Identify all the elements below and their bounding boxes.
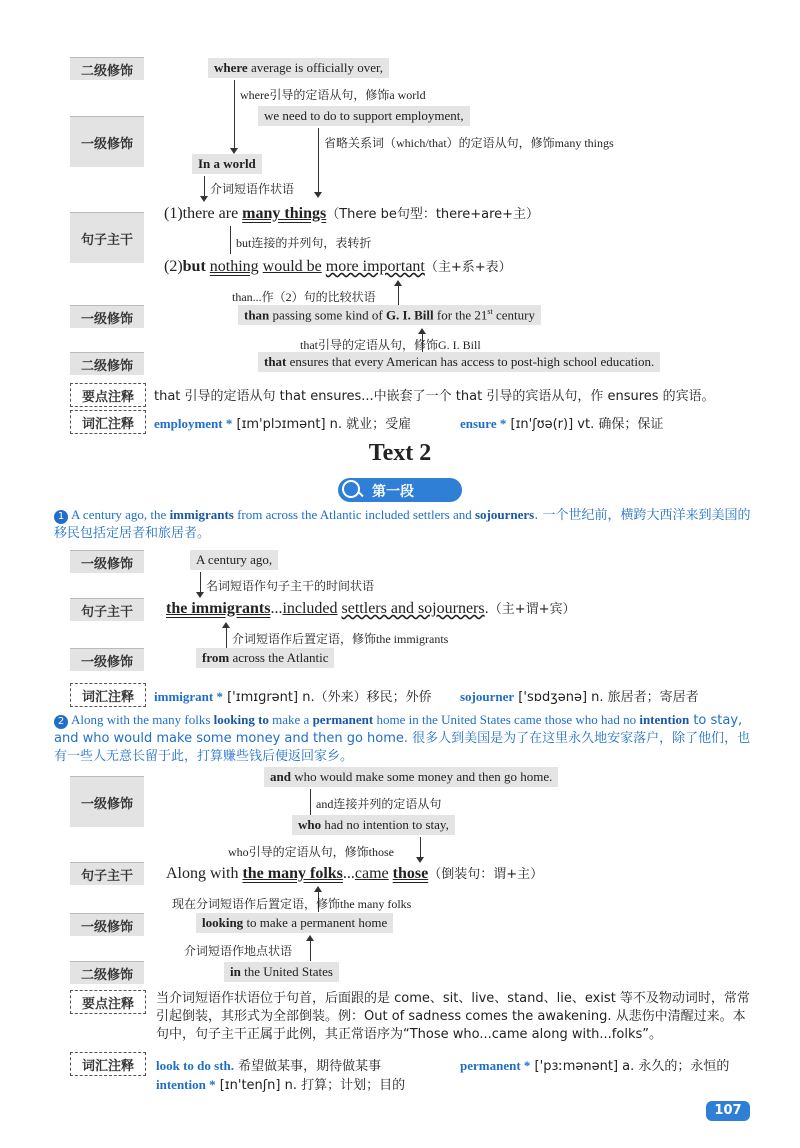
label-first-modifier: 一级修饰 bbox=[70, 776, 144, 827]
label-first-modifier: 一级修饰 bbox=[70, 305, 144, 328]
sentence-1: 1 A century ago, the immigrants from across the Atlantic included settlers and sojourners. 一个世纪前，横跨大西洋来到美国的移民包括定居者和旅居者。 bbox=[54, 507, 751, 541]
arrow-down-icon bbox=[200, 196, 208, 202]
label-key-note: 要点注释 bbox=[70, 383, 146, 407]
sentence-2: 2 Along with the many folks looking to make a permanent home in the United States came those who had no intention to stay, and who would make some money and then go home. 很多人到美国是为了在这里永久地安家落户，除了他们，也有一些人无意长留于此，打算赚些钱后便返回家乡。 bbox=[54, 712, 751, 764]
connector-line bbox=[234, 80, 235, 148]
label-vocab-note: 词汇注释 bbox=[70, 410, 146, 434]
paragraph-badge bbox=[338, 478, 462, 502]
note-where: where引导的定语从句，修饰a world bbox=[240, 88, 426, 102]
connector-line bbox=[310, 941, 311, 961]
label-second-modifier: 二级修饰 bbox=[70, 961, 144, 984]
main-sentence: the immigrants...included settlers and sojourners.（主+谓+宾） bbox=[166, 600, 576, 617]
connector-line bbox=[226, 628, 227, 648]
main-sentence: Along with the many folks...came those（倒装句：谓+主） bbox=[166, 865, 544, 882]
main-sentence-2: (2)but nothing would be more important（主+系+表） bbox=[164, 258, 512, 275]
paragraph-badge-label: 第一段 bbox=[372, 484, 414, 500]
section-title: Text 2 bbox=[368, 440, 432, 466]
note-participle: 现在分词短语作后置定语，修饰the many folks bbox=[172, 897, 412, 911]
vocab-ensure: ensure * [ɪn'ʃʊə(r)] vt. 确保；保证 bbox=[460, 416, 664, 432]
phrase-looking: looking to make a permanent home bbox=[196, 913, 393, 933]
phrase-in-a-world: In a world bbox=[192, 154, 262, 174]
clause-that: that ensures that every American has access to post-high school education. bbox=[258, 352, 660, 372]
connector-line bbox=[420, 837, 421, 859]
connector-line bbox=[230, 226, 231, 254]
label-second-modifier: 二级修饰 bbox=[70, 352, 144, 375]
note-that: that引导的定语从句，修饰G. I. Bill bbox=[300, 338, 481, 352]
note-who: who引导的定语从句，修饰those bbox=[228, 845, 394, 859]
main-sentence-1: (1)there are many things（There be句型：there+are+主） bbox=[164, 205, 540, 222]
note-prep-adverbial: 介词短语作状语 bbox=[210, 182, 295, 196]
key-note-text: that 引导的定语从句 that ensures...中嵌套了一个 that 引导的宾语从句，作 ensures 的宾语。 bbox=[154, 389, 715, 404]
label-key-note: 要点注释 bbox=[70, 990, 146, 1014]
connector-line bbox=[310, 789, 311, 815]
clause-where: where average is officially over, bbox=[208, 58, 389, 78]
phrase-than: than passing some kind of G. I. Bill for the 21st century bbox=[238, 305, 541, 325]
label-first-modifier: 一级修饰 bbox=[70, 648, 144, 671]
label-first-modifier: 一级修饰 bbox=[70, 913, 144, 936]
label-first-modifier: 一级修饰 bbox=[70, 550, 144, 573]
note-place-adverbial: 介词短语作地点状语 bbox=[184, 944, 293, 958]
arrow-down-icon bbox=[314, 192, 322, 198]
connector-line bbox=[398, 286, 399, 306]
page-number: 107 bbox=[706, 1101, 750, 1121]
note-post-attributive: 介词短语作后置定语，修饰the immigrants bbox=[232, 632, 449, 646]
clause-need: we need to do to support employment, bbox=[258, 106, 470, 126]
label-vocab-note: 词汇注释 bbox=[70, 683, 146, 707]
phrase-in-us: in the United States bbox=[224, 962, 339, 982]
label-main-clause: 句子主干 bbox=[70, 598, 144, 621]
note-than: than...作（2）句的比较状语 bbox=[232, 290, 376, 304]
note-time-adverbial: 名词短语作句子主干的时间状语 bbox=[206, 579, 375, 593]
phrase-from: from across the Atlantic bbox=[196, 648, 334, 668]
clause-who: who had no intention to stay, bbox=[292, 815, 455, 835]
vocab-employment: employment * [ɪm'plɔɪmənt] n. 就业；受雇 bbox=[154, 416, 412, 432]
label-first-modifier: 一级修饰 bbox=[70, 116, 144, 167]
label-main-clause: 句子主干 bbox=[70, 862, 144, 885]
vocab-immigrant: immigrant * ['ɪmɪɡrənt] n.（外来）移民；外侨 bbox=[154, 689, 432, 705]
connector-line bbox=[204, 176, 205, 198]
vocab-look-to: look to do sth. 希望做某事，期待做某事 bbox=[156, 1058, 382, 1074]
label-vocab-note: 词汇注释 bbox=[70, 1052, 146, 1076]
label-second-modifier: 二级修饰 bbox=[70, 57, 144, 80]
vocab-intention: intention * [ɪn'tenʃn] n. 打算；计划；目的 bbox=[156, 1077, 406, 1093]
connector-line bbox=[318, 128, 319, 192]
vocab-sojourner: sojourner ['sɒdʒənə] n. 旅居者；寄居者 bbox=[460, 689, 699, 705]
vocab-permanent: permanent * ['pɜːmənənt] a. 永久的；永恒的 bbox=[460, 1058, 730, 1074]
connector-line bbox=[200, 572, 201, 594]
phrase-century: A century ago, bbox=[190, 550, 278, 570]
search-icon-handle bbox=[357, 491, 363, 497]
label-main-clause: 句子主干 bbox=[70, 212, 144, 263]
note-and: and连接并列的定语从句 bbox=[316, 797, 442, 811]
search-icon bbox=[342, 480, 360, 498]
clause-and-who: and who would make some money and then go home. bbox=[264, 767, 558, 787]
note-but: but连接的并列句，表转折 bbox=[236, 236, 372, 250]
note-omitted-relative: 省略关系词（which/that）的定语从句，修饰many things bbox=[324, 136, 614, 150]
key-note-text: 当介词短语作状语位于句首，后面跟的是 come、sit、live、stand、lie、exist 等不及物动词时，常常引起倒装，其形式为全部倒装。例：Out of sadness comes the awakening. 从悲伤中清醒过来。本句中，句子主干正属于此例，其正常语序为“Those who...came along with...folks”。 bbox=[156, 991, 750, 1042]
